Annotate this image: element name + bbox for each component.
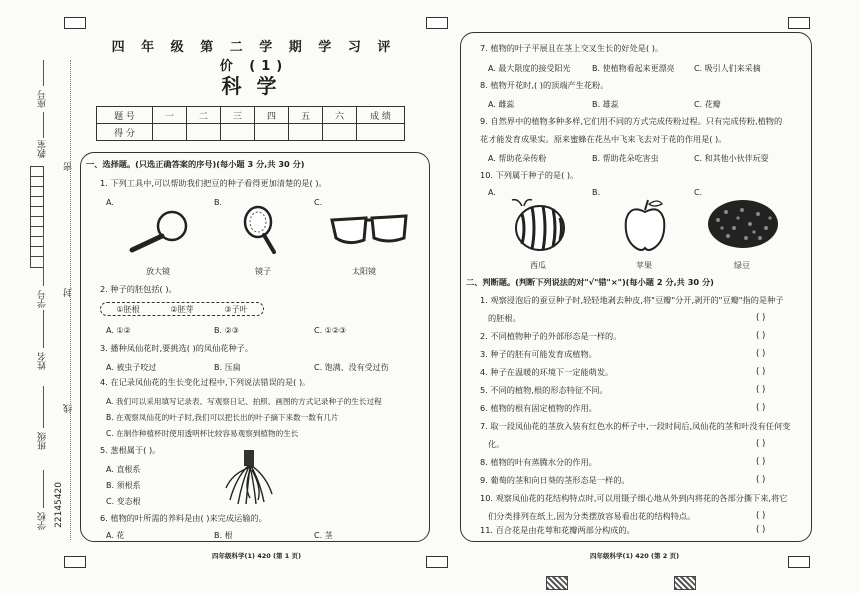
mung-beans-icon [706,198,780,250]
judge-6: 6. 植物的根有固定植物的作用。 [480,403,597,413]
q3-option-a: A. 被虫子咬过 [106,363,157,372]
section1-heading: 一、选择题。(只选正确答案的序号)(每小题 3 分,共 30 分) [86,159,305,169]
binding-margin [0,0,80,593]
judge-1-line1: 1. 观察浸泡后的蚕豆种子时,轻轻地剥去种皮,将"豆瓣"分开,剥开的"豆瓣"指的是种子 [480,295,784,305]
q2-embryo-parts [100,302,264,316]
page-2-footer: 四年级科学(1) 420 (第 2 页) [590,552,680,560]
school-line [43,470,44,508]
question-6: 6. 植物的叶所需的养料是由( )来完成运输的。 [100,513,267,523]
q1-label-magnifier: 放大镜 [146,267,170,276]
q10-option-b: B. [592,188,601,197]
number-grid [30,166,44,268]
classroom-label: 教室 [38,140,48,158]
q3-option-b: B. 压扁 [214,363,241,372]
q6-option-c: C. 茎 [314,531,333,540]
exam-code: 22145420 [54,482,64,528]
score-table-score-row [97,124,405,141]
scallion-roots-icon [222,448,278,506]
judge-7-line2: 化。 [488,439,505,449]
judge-5: 5. 不同的植物,根的形态特征不同。 [480,385,608,395]
class-line [43,386,44,428]
q2-part-3: ③子叶 [224,304,248,314]
judge-1-answer[interactable]: ( ) [756,313,766,323]
q5-option-b: B. 须根系 [106,481,141,490]
judge-2: 2. 不同植物种子的外部形态是一样的。 [480,331,622,341]
score-cell[interactable] [255,124,289,141]
question-3: 3. 播种凤仙花时,要挑选( )的凤仙花种子。 [100,343,254,353]
q9-option-c: C. 和其他小伙伴玩耍 [694,154,769,163]
q10-option-a: A. [488,188,496,197]
score-table [96,106,405,141]
q4-option-a: A. 我们可以采用填写记录表、写观察日记、拍照、画图的方式记录种子的生长过程 [106,397,382,406]
classroom-line [43,112,44,138]
question-4: 4. 在记录凤仙花的生长变化过程中,下列说法错误的是( )。 [100,377,311,387]
judge-11-answer[interactable]: ( ) [756,525,766,535]
judge-10-answer[interactable]: ( ) [756,511,766,521]
question-9-line2: 花才能发育成果实。原来蜜蜂在花丛中飞来飞去对于花的作用是( )。 [480,134,727,144]
judge-10-line2: 们分类排列在纸上,因为分类摆放容易看出花的结构特点。 [488,511,696,521]
registration-mark-bottom-mid [426,556,448,568]
q7-option-c: C. 吸引人们来采摘 [694,64,761,73]
score-header-cell: 六 [323,107,357,124]
q10-label-watermelon: 西瓜 [530,261,546,270]
score-header-cell: 五 [289,107,323,124]
score-cell[interactable] [153,124,187,141]
cut-line [70,60,71,540]
seat-label: 座号 [38,90,48,108]
q7-option-b: B. 使植物看起来更漂亮 [592,64,675,73]
question-8: 8. 植物开花时,( )的顶端产生花粉。 [480,80,609,90]
q8-option-a: A. 雌蕊 [488,100,515,109]
score-cell[interactable] [289,124,323,141]
judge-7-line1: 7. 取一段凤仙花的茎放入装有红色水的杯子中,一段时间后,凤仙花的茎和叶没有任何变 [480,421,791,431]
exam-title: 四 年 级 第 二 学 期 学 习 评 价 (1) [111,40,397,74]
judge-1-line2: 的胚根。 [488,313,521,323]
judge-4: 4. 种子在温暖的环境下一定能萌发。 [480,367,614,377]
question-2: 2. 种子的胚包括( )。 [100,284,177,294]
score-table-header-row [97,107,405,124]
magnifier-icon [126,208,196,254]
q1-option-b: B. [214,198,223,207]
q6-option-b: B. 根 [214,531,233,540]
judge-11: 11. 百合花是由花萼和花瓣两部分构成的。 [480,525,635,535]
q1-option-a: A. [106,198,114,207]
sunglasses-icon [328,212,410,252]
judge-3-answer[interactable]: ( ) [756,349,766,359]
score-header-cell: 一 [153,107,187,124]
question-9-line1: 9. 自然界中的植物多种多样,它们用不同的方式完成传粉过程。只有完成传粉,植物的 [480,116,783,126]
score-cell[interactable] [357,124,405,141]
watermelon-icon [508,196,570,254]
q2-part-1: ①胚根 [116,304,140,314]
q9-option-a: A. 帮助花朵传粉 [488,154,547,163]
class-label: 班级 [38,432,48,450]
judge-10-line1: 10. 观察凤仙花的花结构特点时,可以用镊子细心地从外到内将花的各部分撕下来,将它 [480,493,788,503]
judge-5-answer[interactable]: ( ) [756,385,766,395]
q5-option-c: C. 变态根 [106,497,141,506]
registration-mark-top-right [788,17,810,29]
judge-7-answer[interactable]: ( ) [756,439,766,449]
registration-mark-top-mid-left [426,17,448,29]
score-header-cell: 二 [187,107,221,124]
judge-9-answer[interactable]: ( ) [756,475,766,485]
name-line [43,310,44,348]
question-10: 10. 下列属于种子的是( )。 [480,170,579,180]
score-cell[interactable] [187,124,221,141]
judge-8: 8. 植物的叶有蒸腾水分的作用。 [480,457,597,467]
q10-option-c: C. [694,188,703,197]
q7-option-a: A. 最大限度的接受阳光 [488,64,571,73]
q2-option-b: B. ②③ [214,326,239,335]
q3-option-c: C. 饱满、没有受过伤 [314,363,389,372]
q2-option-a: A. ①② [106,326,131,335]
qr-code-icon [546,576,568,590]
score-header-cell: 成 绩 [357,107,405,124]
name-label: 姓名 [38,352,48,370]
score-header-cell: 四 [255,107,289,124]
student-no-line [43,230,44,286]
registration-mark-bottom-right [788,556,810,568]
q1-label-sunglasses: 太阳镜 [352,267,376,276]
seat-line [43,60,44,86]
q5-option-a: A. 直根系 [106,465,141,474]
question-7: 7. 植物的叶子平展且在茎上交叉生长的好处是( )。 [480,43,664,53]
section2-heading: 二、判断题。(判断下列说法的对"√"错"×")(每小题 2 分,共 30 分) [466,277,714,287]
judge-4-answer[interactable]: ( ) [756,367,766,377]
line-mark: 线 [64,404,74,413]
judge-9: 9. 葡萄的茎和向日葵的茎形态是一样的。 [480,475,630,485]
hand-mirror-icon [240,204,280,256]
apple-icon [622,196,668,252]
question-5: 5. 葱根属于( )。 [100,445,161,455]
student-no-label: 学号 [38,290,48,308]
score-row-label: 得 分 [97,124,153,141]
question-1: 1. 下列工具中,可以帮助我们把豆的种子看得更加清楚的是( )。 [100,178,327,188]
q8-option-b: B. 雄蕊 [592,100,619,109]
judge-3: 3. 种子的胚有可能发育成植物。 [480,349,597,359]
qr-code-icon [674,576,696,590]
q8-option-c: C. 花瓣 [694,100,721,109]
q2-part-2: ②胚芽 [170,304,194,314]
q10-label-apple: 苹果 [636,261,652,270]
q1-option-c: C. [314,198,323,207]
judge-8-answer[interactable]: ( ) [756,457,766,467]
school-label: 学校 [38,512,48,530]
page-1-footer: 四年级科学(1) 420 (第 1 页) [212,552,302,560]
judge-6-answer[interactable]: ( ) [756,403,766,413]
judge-2-answer[interactable]: ( ) [756,331,766,341]
score-cell[interactable] [221,124,255,141]
q4-option-b: B. 在观察凤仙花的叶子时,我们可以把长出的叶子摘下来数一数有几片 [106,413,339,422]
q10-label-mung-bean: 绿豆 [734,261,750,270]
score-cell[interactable] [323,124,357,141]
q4-option-c: C. 在制作种植杯时使用透明杯比较容易观察到植物的生长 [106,429,299,438]
q1-label-mirror: 镜子 [255,267,271,276]
subject-title: 科 学 [221,74,281,98]
score-header-cell: 题 号 [97,107,153,124]
seal-mark-2: 封 [64,288,74,297]
q9-option-b: B. 帮助花朵吃害虫 [592,154,659,163]
q2-option-c: C. ①②③ [314,326,347,335]
seal-mark: 密 [64,162,74,171]
q6-option-a: A. 花 [106,531,125,540]
score-header-cell: 三 [221,107,255,124]
